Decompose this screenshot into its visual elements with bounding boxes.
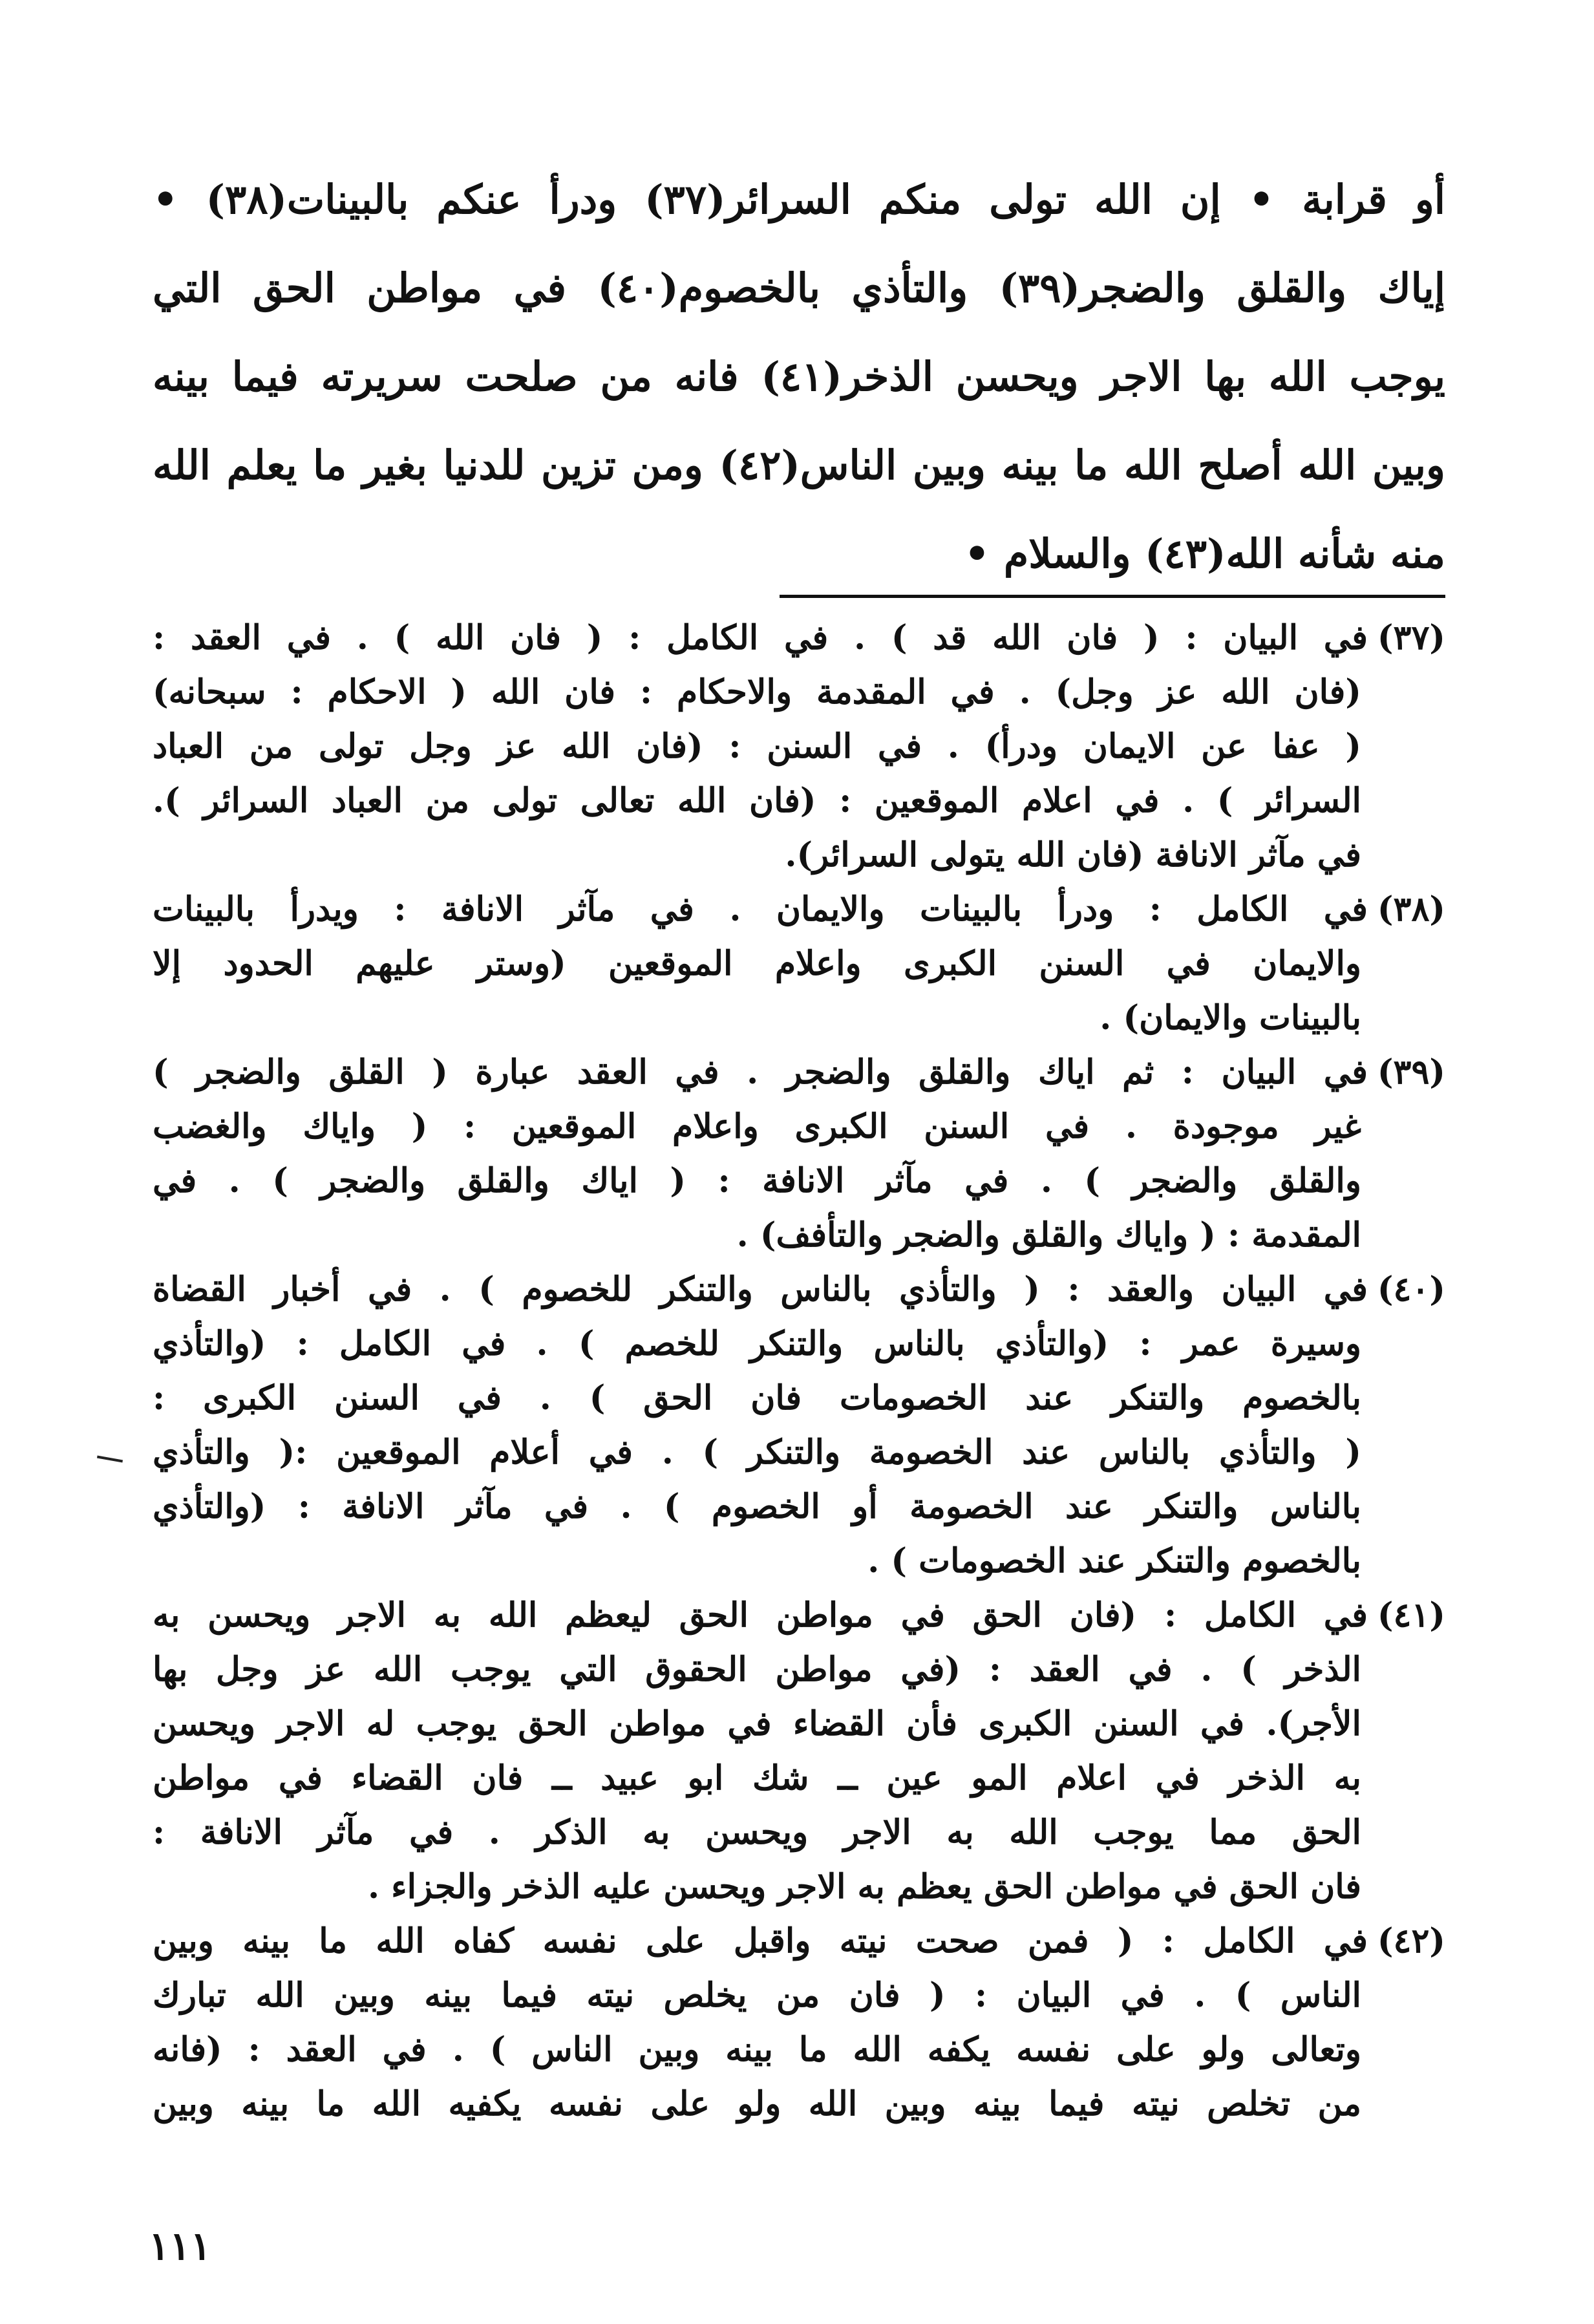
footnote-37 xyxy=(153,611,1445,882)
footnote-number: (٣٧) xyxy=(1377,618,1445,657)
footnote-40 xyxy=(153,1263,1445,1588)
footnote-text: وتعالى ولو على نفسه يكفه الله ما بينه وبين الناس ) . في العقد : (فانه xyxy=(153,2030,1361,2069)
footnote-39 xyxy=(153,1045,1445,1263)
footnote-text: في الكامل : ودرأ بالبينات والايمان . في مآثر الانافة : ويدرأ بالبينات xyxy=(153,890,1368,929)
footnote-text: في مآثر الانافة (فان الله يتولى السرائر). xyxy=(785,835,1361,875)
footnote-text: بالخصوم والتنكر عند الخصومات فان الحق ) . في السنن الكبرى : xyxy=(153,1378,1361,1418)
footnotes xyxy=(153,611,1445,2131)
footnote-text: الأجر). في السنن الكبرى فأن القضاء في مواطن الحق يوجب له الاجر ويحسن xyxy=(153,1704,1361,1743)
footnote-text: الحق مما يوجب الله به الاجر ويحسن به الذكر . في مآثر الانافة : xyxy=(153,1813,1361,1852)
footnote-text: في البيان : ( فان الله قد ) . في الكامل : ( فان الله ) . في العقد : xyxy=(153,618,1368,657)
main-text xyxy=(153,155,1445,598)
footnote-41 xyxy=(153,1588,1445,1914)
footnote-text: من تخلص نيته فيما بينه وبين الله ولو على نفسه يكفيه الله ما بينه وبين xyxy=(153,2084,1361,2124)
footnote-text: بالناس والتنكر عند الخصومة أو الخصوم ) . في مآثر الانافة : (والتأذي xyxy=(153,1487,1361,1526)
footnote-number: (٣٨) xyxy=(1377,890,1445,929)
footnote-number: (٣٩) xyxy=(1377,1052,1445,1092)
footnote-42 xyxy=(153,1914,1445,2131)
footnote-38 xyxy=(153,882,1445,1045)
footnote-text: بالبينات والايمان) . xyxy=(1100,998,1361,1038)
footnote-text: (فان الله عز وجل) . في المقدمة والاحكام : فان الله ( الاحكام : سبحانه) xyxy=(153,672,1361,712)
footnote-text: والقلق والضجر ) . في مآثر الانافة : ( اياك والقلق والضجر ) . في xyxy=(153,1161,1361,1200)
main-text-line: وبين الله أصلح الله ما بينه وبين الناس(٤٢) ومن تزين للدنيا بغير ما يعلم الله xyxy=(153,442,1445,489)
footnote-text: بالخصوم والتنكر عند الخصومات ) . xyxy=(867,1541,1361,1581)
footnote-text: الناس ) . في البيان : ( فان من يخلص نيته فيما بينه وبين الله تبارك xyxy=(153,1976,1361,2015)
footnote-text: غير موجودة . في السنن الكبرى واعلام الموقعين : ( واياك والغضب xyxy=(153,1107,1361,1146)
footnote-text: وسيرة عمر : (والتأذي بالناس والتنكر للخصم ) . في الكامل : (والتأذي xyxy=(153,1324,1361,1363)
footnote-text: في الكامل : ( فمن صحت نيته واقبل على نفسه كفاه الله ما بينه وبين xyxy=(153,1921,1368,1961)
scan-mark xyxy=(97,1456,123,1463)
footnote-text: السرائر ) . في اعلام الموقعين : (فان الله تعالى تولى من العباد السرائر ). xyxy=(153,781,1361,820)
footnote-text: فان الحق في مواطن الحق يعظم به الاجر ويحسن عليه الذخر والجزاء . xyxy=(367,1867,1361,1906)
footnote-text: الذخر ) . في العقد : (في مواطن الحقوق التي يوجب الله عز وجل بها xyxy=(153,1650,1361,1689)
footnote-number: (٤٢) xyxy=(1377,1921,1445,1961)
footnote-text: في البيان والعقد : ( والتأذي بالناس والتنكر للخصوم ) . في أخبار القضاة xyxy=(153,1270,1368,1309)
page-number: ١١١ xyxy=(149,2224,211,2269)
main-text-line: منه شأنه الله(٤٣) والسلام • xyxy=(964,530,1445,577)
main-text-line: يوجب الله بها الاجر ويحسن الذخر(٤١) فانه من صلحت سريرته فيما بينه xyxy=(153,353,1445,400)
footnote-number: (٤١) xyxy=(1377,1595,1445,1635)
footnote-text: في البيان : ثم اياك والقلق والضجر . في العقد عبارة ( القلق والضجر ) xyxy=(153,1052,1368,1092)
footnote-text: المقدمة : ( واياك والقلق والضجر والتأفف) . xyxy=(736,1215,1361,1255)
footnote-text: ( والتأذي بالناس عند الخصومة والتنكر ) . في أعلام الموقعين :( والتأذي xyxy=(153,1433,1361,1472)
footnote-text: والايمان في السنن الكبرى واعلام الموقعين (وستر عليهم الحدود إلا xyxy=(153,944,1361,983)
footnote-text: به الذخر في اعلام المو عين ــ شك ابو عبيد ــ فان القضاء في مواطن xyxy=(153,1758,1361,1798)
footnote-separator xyxy=(780,595,1445,598)
footnote-text: في الكامل : (فان الحق في مواطن الحق ليعظم الله به الاجر ويحسن به xyxy=(153,1595,1368,1635)
main-text-line: أو قرابة • إن الله تولى منكم السرائر(٣٧) ودرأ عنكم بالبينات(٣٨) • xyxy=(153,176,1445,223)
footnote-number: (٤٠) xyxy=(1377,1270,1445,1309)
footnote-text: ( عفا عن الايمان ودرأ) . في السنن : (فان الله عز وجل تولى من العباد xyxy=(153,727,1361,766)
main-text-line: إياك والقلق والضجر(٣٩) والتأذي بالخصوم(٤٠) في مواطن الحق التي xyxy=(153,264,1445,312)
